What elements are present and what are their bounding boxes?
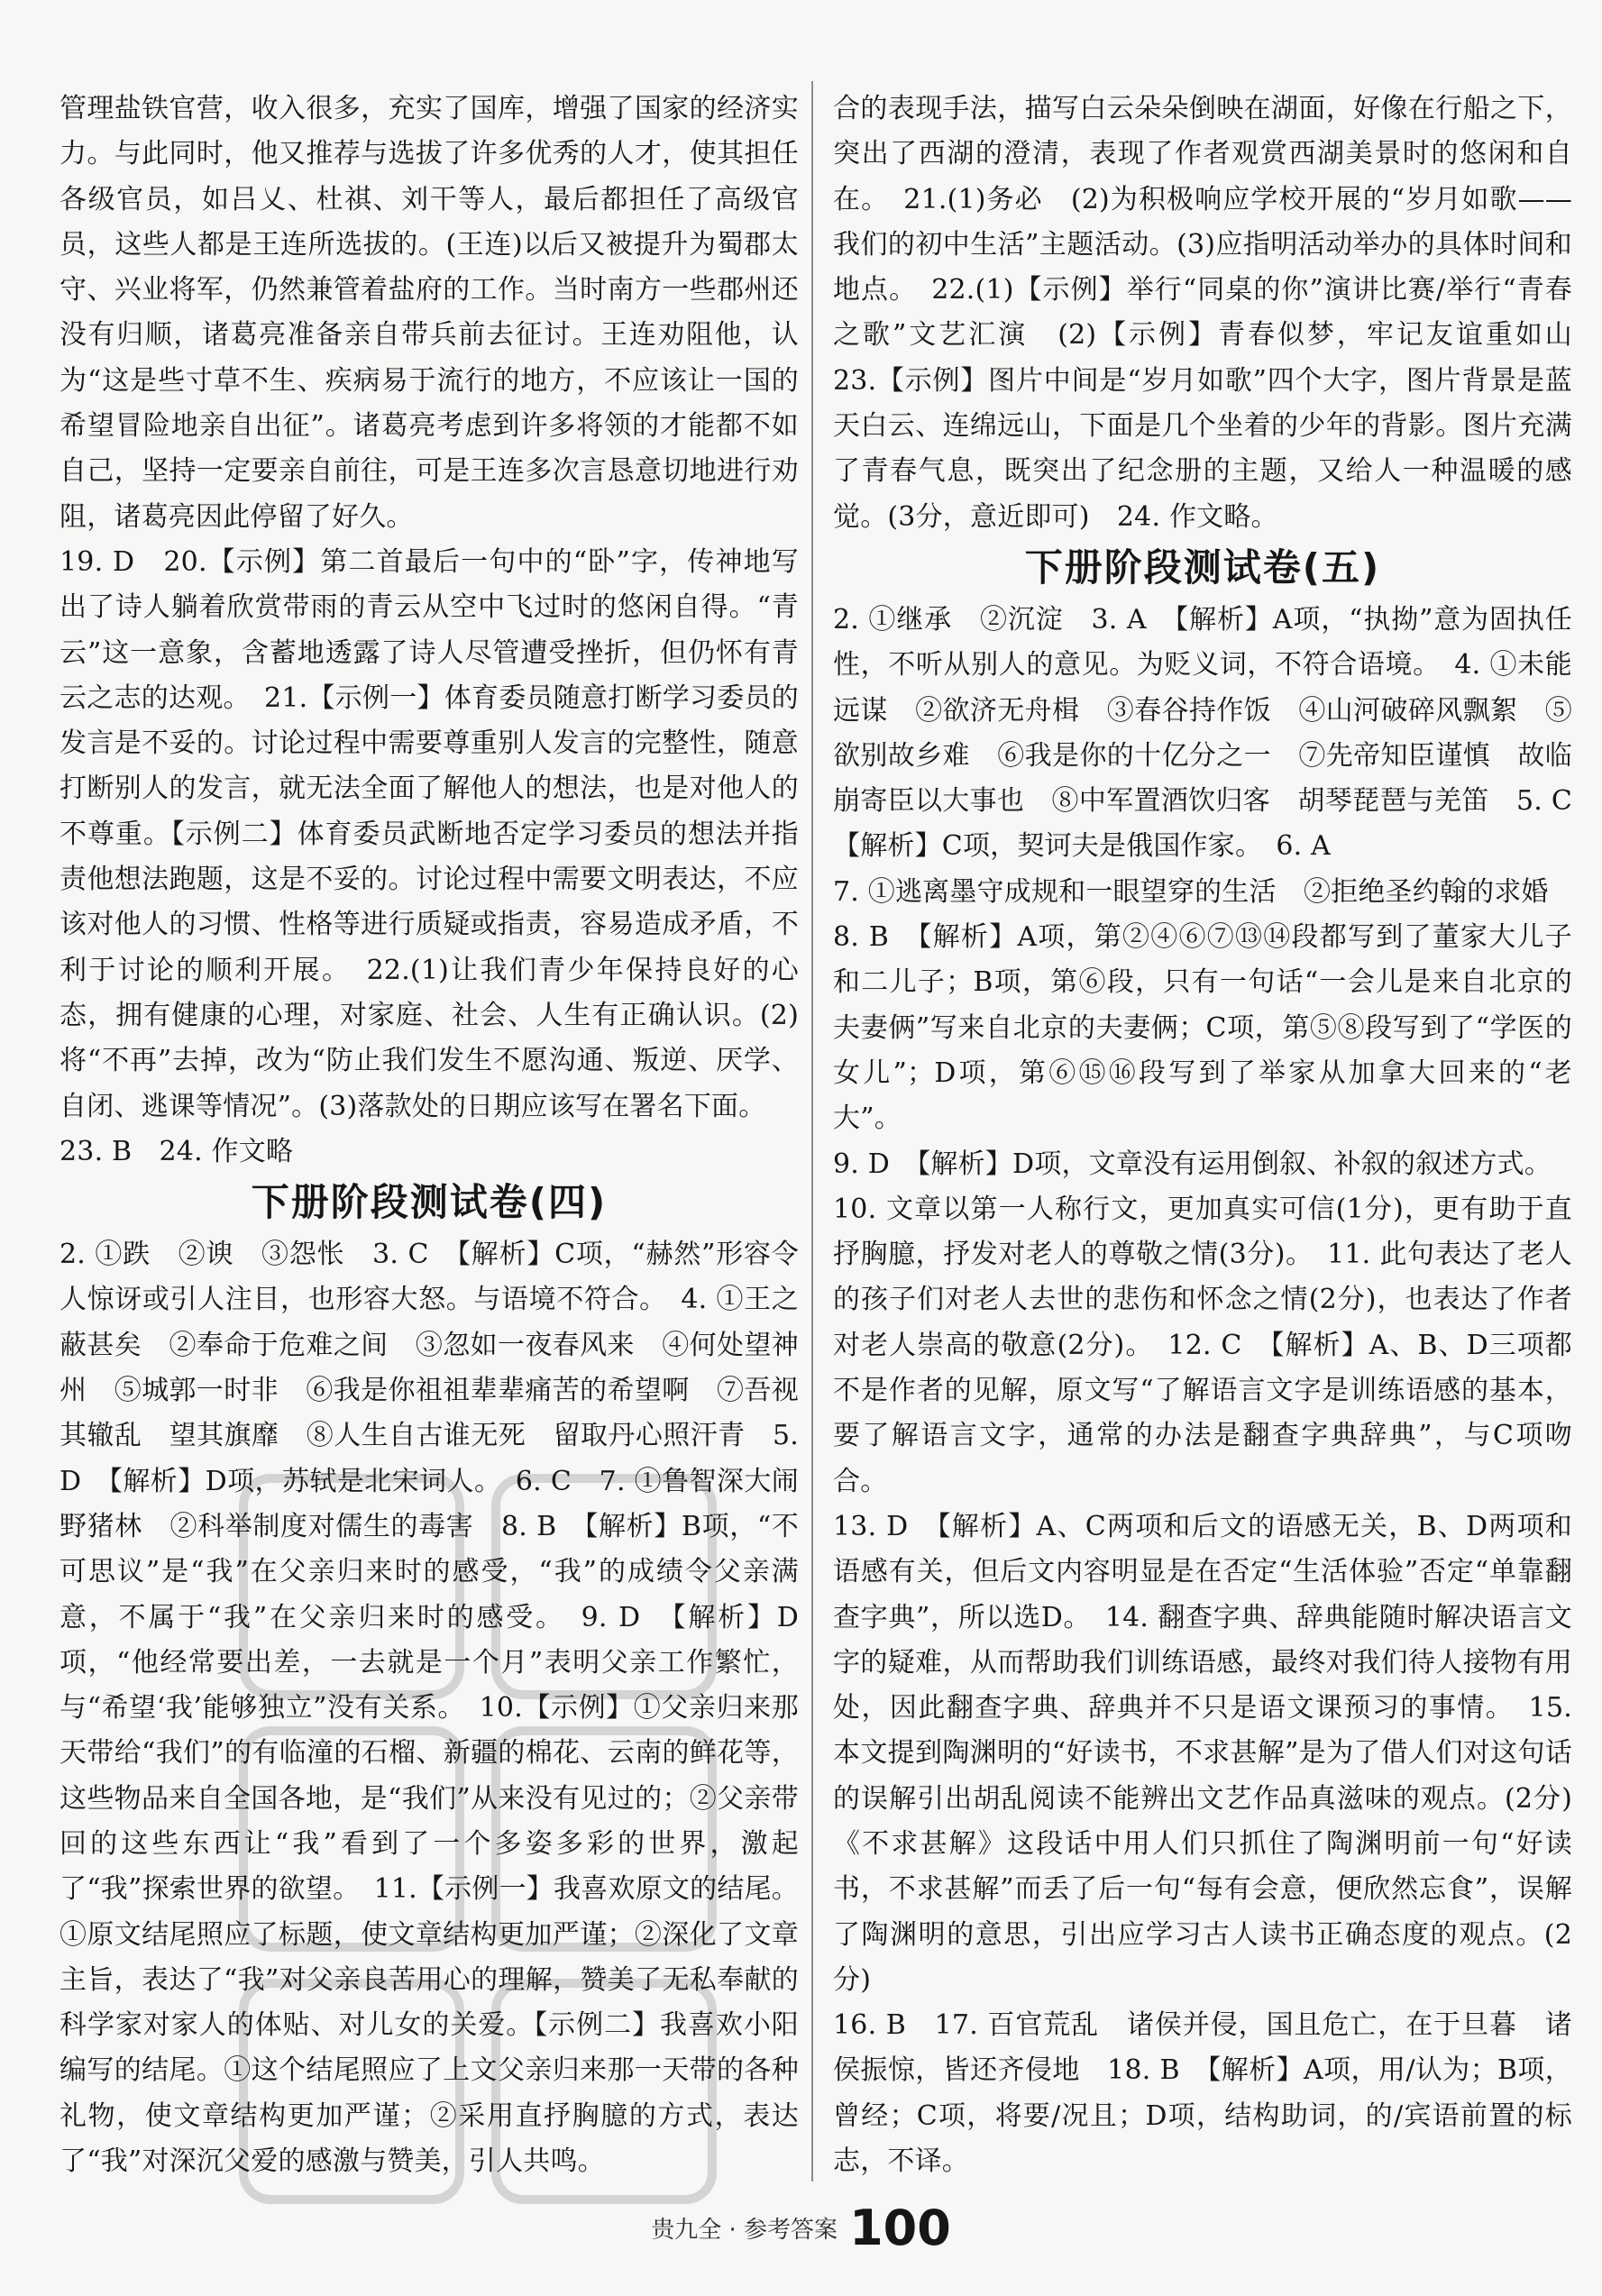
answer-paragraph: 2. ①跌 ②谀 ③怨怅 3. C 【解析】C项，“赫然”形容令人惊讶或引人注目，也形容大怒。与语境不符合。 4. ①王之蔽甚矣 ②奉命于危难之间 ③忽如一夜春风来 ④何处望神州 ⑤城郭一时非 ⑥我是你祖祖辈辈痛苦的希望啊 ⑦吾视其辙乱 望其旗靡 ⑧人生自古谁无死 留取丹心照汗青 5. D 【解析】D项，苏轼是北宋词人。 6. C 7. ①鲁智深大闹野猪林 ②科举制度对儒生的毒害 8. B 【解析】B项，“不可思议”是“我”在父亲归来时的感受，“我”的成绩令父亲满意，不属于“我”在父亲归来时的感受。 9. D 【解析】D项，“他经常要出差，一去就是一个月”表明父亲工作繁忙，与“希望‘我’能够独立”没有关系。 10.【示例】①父亲归来那天带给“我们”的有临潼的石榴、新疆的棉花、云南的鲜花等，这些物品来自全国各地，是“我们”从来没有见过的；②父亲带回的这些东西让“我”看到了一个多姿多彩的世界，激起了“我”探索世界的欲望。 11.【示例一】我喜欢原文的结尾。①原文结尾照应了标题，使文章结构更加严谨；②深化了文章主旨，表达了“我”对父亲良苦用心的理解，赞美了无私奉献的科学家对家人的体贴、对儿女的关爱。【示例二】我喜欢小阳编写的结尾。①这个结尾照应了上文父亲归来那一天带的各种礼物，使文章结构更加严谨；②采用直抒胸臆的方式，表达了“我”对深沉父爱的感激与赞美，引人共鸣。 (60, 1239, 799, 2178)
reference-translation-label (833, 2184, 1572, 2187)
section-heading: 下册阶段测试卷(五) (1024, 544, 1381, 590)
answer-paragraph: 管理盐铁官营，收入很多，充实了国库，增强了国家的经济实力。与此同时，他又推荐与选拔了许多优秀的人才，使其担任各级官员，如吕乂、杜祺、刘干等人，最后都担任了高级官员，这些人都是王连所选拔的。(王连)以后又被提升为蜀郡太守、兴业将军，仍然兼管着盐府的工作。当时南方一些郡州还没有归顺，诸葛亮准备亲自带兵前去征讨。王连劝阻他，认为“这是些寸草不生、疾病易于流行的地方，不应该让一国的希望冒险地亲自出征”。诸葛亮考虑到许多将领的才能都不如自己，坚持一定要亲自前往，可是王连多次言恳意切地进行劝阻，诸葛亮因此停留了好久。 (60, 93, 799, 533)
answer-paragraph: 16. B 17. 百官荒乱 诸侯并侵，国且危亡，在于旦暮 诸侯振惊，皆还齐侵地 18. B 【解析】A项，用/认为；B项，曾经；C项，将要/况且；D项，结构助词，的/宾语前置的标志，不译。 (833, 2009, 1572, 2178)
page-footer (0, 2200, 1602, 2272)
answer-paragraph: 8. B 【解析】A项，第②④⑥⑦⑬⑭段都写到了董家大儿子和二儿子；B项，第⑥段，只有一句话“一会儿是来自北京的夫妻俩”写来自北京的夫妻俩；C项，第⑤⑧段写到了“学医的女儿”；D项，第⑥⑮⑯段写到了举家从加拿大回来的“老大”。 (833, 921, 1572, 1135)
answer-paragraph: 10. 文章以第一人称行文，更加真实可信(1分)，更有助于直抒胸臆，抒发对老人的尊敬之情(3分)。 11. 此句表达了老人的孩子们对老人去世的悲伤和怀念之情(2分)，也表达了作者对老人崇高的敬意(2分)。 12. C 【解析】A、B、D三项都不是作者的见解，原文写“了解语言文字是训练语感的基本，要了解语言文字，通常的办法是翻查字典辞典”，与C项吻合。 (833, 1193, 1572, 1497)
answer-paragraph (60, 2184, 799, 2187)
answer-paragraph: 2. ①继承 ②沉淀 3. A 【解析】A项，“执拗”意为固执任性，不听从别人的意见。为贬义词，不符合语境。 4. ①未能远谋 ②欲济无舟楫 ③春谷持作饭 ④山河破碎风飘絮 ⑤欲别故乡难 ⑥我是你的十亿分之一 ⑦先帝知臣谨慎 故临崩寄臣以大事也 ⑧中军置酒饮归客 胡琴琵琶与羌笛 5. C 【解析】C项，契诃夫是俄国作家。 6. A (833, 603, 1572, 863)
answer-paragraph: 9. D 【解析】D项，文章没有运用倒叙、补叙的叙述方式。 (833, 1148, 1552, 1180)
column-divider (811, 81, 813, 2182)
right-column (833, 87, 1572, 2187)
answer-paragraph: 7. ①逃离墨守成规和一眼望穿的生活 ②拒绝圣约翰的求婚 (833, 875, 1549, 908)
page-number: 100 (849, 2200, 951, 2256)
section-heading: 下册阶段测试卷(四) (251, 1180, 608, 1225)
answer-paragraph: 19. D 20.【示例】第二首最后一句中的“卧”字，传神地写出了诗人躺着欣赏带雨的青云从空中飞过时的悠闲自得。“青云”这一意象，含蓄地透露了诗人尽管遭受挫折，但仍怀有青云之志的达观。 21.【示例一】体育委员随意打断学习委员的发言是不妥的。讨论过程中需要尊重别人发言的完整性，随意打断别人的发言，就无法全面了解他人的想法，也是对他人的不尊重。【示例二】体育委员武断地否定学习委员的想法并指责他想法跑题，这是不妥的。讨论过程中需要文明表达，不应该对他人的习惯、性格等进行质疑或指责，容易造成矛盾，不利于讨论的顺利开展。 22.(1)让我们青少年保持良好的心态，拥有健康的心理，对家庭、社会、人生有正确认识。(2)将“不再”去掉，改为“防止我们发生不愿沟通、叛逆、厌学、自闭、逃课等情况”。(3)落款处的日期应该写在署名下面。 (60, 545, 799, 1122)
answer-paragraph: 13. D 【解析】A、C两项和后文的语感无关，B、D两项和语感有关，但后文内容明显是在否定“生活体验”否定“单靠翻查字典”，所以选D。 14. 翻查字典、辞典能随时解决语言文字的疑难，从而帮助我们训练语感，最终对我们待人接物有用处，因此翻查字典、辞典并不只是语文课预习的事情。 15. 本文提到陶渊明的“好读书，不求甚解”是为了借人们对这句话的误解引出胡乱阅读不能辨出文艺作品真滋味的观点。(2分)《不求甚解》这段话中用人们只抓住了陶渊明前一句“好读书，不求甚解”而丢了后一句“每有会意，便欣然忘食”，误解了陶渊明的意思，引出应学习古人读书正确态度的观点。(2分) (833, 1510, 1572, 1996)
footer-label: 贵九全 · 参考答案 (651, 2217, 838, 2244)
answer-paragraph: 23. B 24. 作文略 (60, 1135, 294, 1167)
answer-paragraph: 合的表现手法，描写白云朵朵倒映在湖面，好像在行船之下，突出了西湖的澄清，表现了作者观赏西湖美景时的悠闲和自在。 21.(1)务必 (2)为积极响应学校开展的“岁月如歌——我们的初中生活”主题活动。(3)应指明活动举办的具体时间和地点。 22.(1)【示例】举行“同桌的你”演讲比赛/举行“青春之歌”文艺汇演 (2)【示例】青春似梦，牢记友谊重如山 23.【示例】图片中间是“岁月如歌”四个大字，图片背景是蓝天白云、连绵远山，下面是几个坐着的少年的背影。图片充满了青春气息，既突出了纪念册的主题，又给人一种温暖的感觉。(3分，意近即可) 24. 作文略。 (833, 93, 1572, 533)
left-column (60, 87, 799, 2187)
